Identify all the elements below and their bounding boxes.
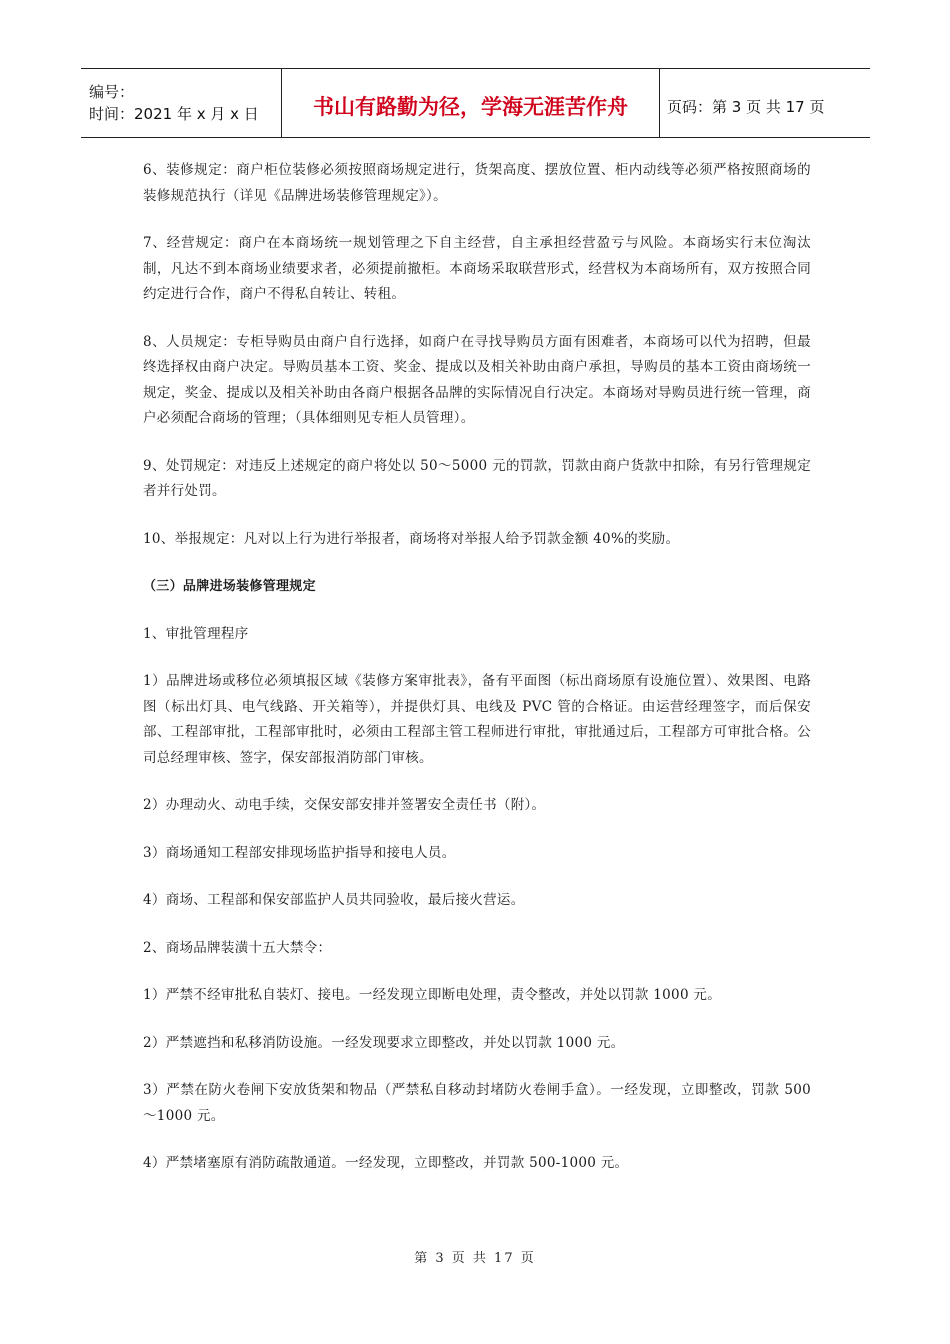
- document-body: [143, 158, 811, 1199]
- approval-step-4: 4）商场、工程部和保安部监护人员共同验收，最后接火营运。: [143, 892, 525, 908]
- paragraph-report-rule: 10、举报规定：凡对以上行为进行举报者，商场将对举报人给予罚款金额 40%的奖励。: [143, 530, 680, 547]
- page-footer: 第 3 页 共 17 页: [414, 1251, 536, 1266]
- subsection-prohibitions: 2、商场品牌装潢十五大禁令：: [143, 939, 332, 956]
- approval-step-2: 2）办理动火、动电手续，交保安部安排并签署安全责任书（附）。: [143, 797, 546, 813]
- paragraph-operation-rule: 7、经营规定：商户在本商场统一规划管理之下自主经营，自主承担经营盈亏与风险。本商场实行末位淘汰制，凡达不到本商场业绩要求者，必须提前撤柜。本商场采取联营形式，经营权为本商场所有，双方按照合同约定进行合作，商户不得私自转让、转租。: [143, 235, 811, 302]
- paragraph-penalty-rule: 9、处罚规定：对违反上述规定的商户将处以 50～5000 元的罚款，罚款由商户货款中扣除，有另行管理规定者并行处罚。: [143, 457, 811, 499]
- header-motto-cell: [282, 69, 660, 137]
- section-heading: （三）品牌进场装修管理规定: [143, 579, 316, 594]
- prohibition-4: 4）严禁堵塞原有消防疏散通道。一经发现，立即整改，并罚款 500-1000 元。: [143, 1155, 629, 1171]
- paragraph-decoration-rule: 6、装修规定：商户柜位装修必须按照商场规定进行，货架高度、摆放位置、柜内动线等必须严格按照商场的装修规范执行（详见《品牌进场装修管理规定》）。: [143, 162, 811, 204]
- prohibition-1: 1）严禁不经审批私自装灯、接电。一经发现立即断电处理，责令整改，并处以罚款 1000 元。: [143, 987, 722, 1003]
- prohibition-2: 2）严禁遮挡和私移消防设施。一经发现要求立即整改，并处以罚款 1000 元。: [143, 1034, 625, 1051]
- page-label: 页码：第 3 页 共 17 页: [667, 97, 825, 116]
- approval-step-1: 1）品牌进场或移位必须填报区域《装修方案审批表》，备有平面图（标出商场原有设施位置）、效果图、电路图（标出灯具、电气线路、开关箱等），并提供灯具、电线及 PVC 管的合格证。由运营经理签字，而后保安部、工程部审批，工程部审批时，必须由工程部主管工程师进行审批，审批通过后，工程部方可审批合格。公司总经理审核、签字，保安部报消防部门审核。: [143, 673, 811, 766]
- number-label: 编号：: [89, 83, 135, 101]
- paragraph-staff-rule: 8、人员规定：专柜导购员由商户自行选择，如商户在寻找导购员方面有困难者，本商场可以代为招聘，但最终选择权由商户决定。导购员基本工资、奖金、提成以及相关补助由商户承担，导购员的基本工资由商场统一规定，奖金、提成以及相关补助由各商户根据各品牌的实际情况自行决定。本商场对导购员进行统一管理，商户必须配合商场的管理；（具体细则见专柜人员管理）。: [143, 333, 811, 426]
- header-left-cell: [81, 69, 282, 137]
- prohibition-3: 3）严禁在防火卷闸下安放货架和物品（严禁私自移动封堵防火卷闸手盒）。一经发现，立即整改，罚款 500～1000 元。: [143, 1082, 811, 1124]
- document-header: [81, 68, 870, 138]
- subsection-approval: 1、审批管理程序: [143, 625, 249, 642]
- motto: 书山有路勤为径，学海无涯苦作舟: [313, 95, 628, 119]
- header-page-cell: [660, 69, 870, 137]
- time-label: 时间：2021 年 x 月 x 日: [89, 105, 259, 123]
- approval-step-3: 3）商场通知工程部安排现场监护指导和接电人员。: [143, 844, 456, 861]
